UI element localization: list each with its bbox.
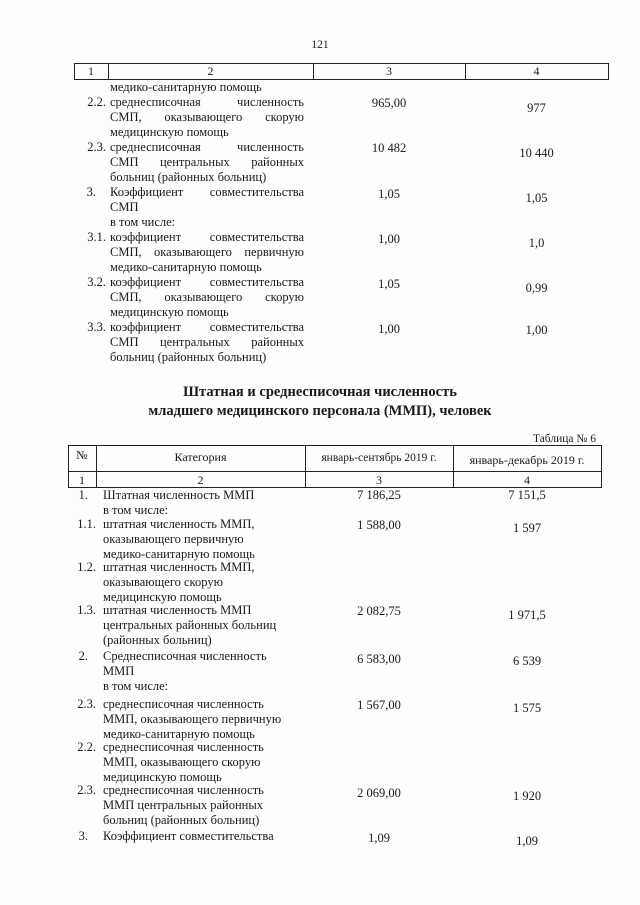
row-value-col3: 10 482: [371, 141, 407, 155]
row-value-col3: 1,05: [378, 277, 400, 291]
row-number: 2.3.: [87, 140, 106, 154]
row-number: 1.1.: [77, 517, 96, 531]
row-value-col3: 1,00: [378, 322, 400, 336]
row-value-col4: 1,0: [528, 236, 545, 250]
row-description: среднесписочная численность ММП, оказывающего скорую медицинскую помощь: [103, 740, 264, 784]
row-number: 3.1.: [87, 230, 106, 244]
row-value-col3: 2 069,00: [357, 786, 401, 800]
row-description: штатная численность ММП, оказывающего скорую медицинскую помощь: [103, 560, 255, 604]
row-description: среднесписочная численность СМП, оказывающего скорую медицинскую помощь: [110, 95, 304, 139]
row-description: коэффициент совместительства СМП центральных районных больниц (районных больниц): [110, 320, 304, 364]
row-value-col4: 10 440: [519, 146, 554, 160]
index-col-1: 1: [79, 473, 85, 487]
bottom-table-border-right: [601, 445, 602, 487]
row-description: коэффициент совместительства СМП, оказывающего скорую медицинскую помощь: [110, 275, 304, 319]
bottom-table-border-header: [68, 471, 602, 472]
index-col-3: 3: [376, 473, 382, 487]
row-description: штатная численность ММП, оказывающего первичную медико-санитарную помощь: [103, 517, 255, 561]
row-number: 1.3.: [77, 603, 96, 617]
row-number: 2.2.: [87, 95, 106, 109]
row-description: медико-санитарную помощь: [110, 80, 262, 94]
row-value-col4: 7 151,5: [508, 488, 546, 502]
header-category: Категория: [174, 450, 227, 464]
row-value-col3: 965,00: [371, 96, 407, 110]
row-value-col4: 977: [527, 101, 546, 115]
row-number: 2.2.: [77, 740, 96, 754]
row-value-col4: 1,00: [525, 323, 548, 337]
row-number: 2.3.: [77, 783, 96, 797]
page-number: 121: [311, 39, 329, 51]
row-value-col3: 1,05: [378, 187, 400, 201]
row-description: среднесписочная численность СМП центральных районных больниц (районных больниц): [110, 140, 304, 184]
row-number: 3.: [86, 185, 96, 199]
row-description: коэффициент совместительства СМП, оказывающего первичную медико-санитарную помощь: [110, 230, 304, 274]
row-value-col4: 1,05: [525, 191, 548, 205]
row-description: Штатная численность ММП в том числе:: [103, 488, 255, 517]
row-number: 1.2.: [77, 560, 96, 574]
row-value-col4: 6 539: [512, 654, 542, 668]
top-header-col-2: 2: [207, 64, 214, 78]
row-value-col4: 1 575: [512, 701, 542, 715]
row-value-col3: 6 583,00: [357, 652, 401, 666]
section-title-line-2: младшего медицинского персонала (ММП), человек: [148, 403, 492, 419]
row-description: Среднесписочная численность ММП в том числе:: [103, 649, 267, 693]
row-number: 1.: [78, 488, 88, 502]
row-description: среднесписочная численность ММП центральных районных больниц (районных больниц): [103, 783, 264, 827]
row-description: штатная численность ММП центральных районных больниц (районных больниц): [103, 603, 277, 647]
header-jan-sep-2019: январь-сентябрь 2019 г.: [321, 452, 437, 464]
row-number: 3.2.: [87, 275, 106, 289]
row-value-col4: 1 920: [512, 789, 542, 803]
index-col-2: 2: [197, 473, 204, 487]
row-description: среднесписочная численность ММП, оказывающего первичную медико-санитарную помощь: [103, 697, 282, 741]
header-jan-dec-2019: январь-декабрь 2019 г.: [469, 453, 585, 467]
top-table-border-right: [608, 63, 609, 79]
top-header-col-3: 3: [386, 64, 392, 78]
section-title-line-1: Штатная и среднесписочная численность: [183, 384, 457, 400]
row-value-col4: 1 971,5: [508, 608, 546, 622]
top-header-col-4: 4: [533, 64, 540, 78]
row-number: 3.: [78, 829, 88, 843]
table-label: Таблица № 6: [532, 433, 596, 445]
row-value-col3: 1 588,00: [357, 518, 401, 532]
row-value-col3: 7 186,25: [357, 488, 401, 502]
row-number: 2.3.: [77, 697, 96, 711]
row-value-col3: 1,09: [368, 831, 390, 845]
top-header-col-1: 1: [88, 64, 94, 78]
header-number: №: [76, 448, 88, 462]
row-value-col4: 1,09: [516, 834, 538, 848]
bottom-table-border-top: [68, 445, 602, 446]
row-value-col3: 1,00: [378, 232, 400, 246]
row-number: 2.: [78, 649, 88, 663]
row-description: Коэффициент совместительства СМП: [110, 185, 304, 214]
row-value-col3: 2 082,75: [357, 604, 401, 618]
row-value-col4: 1 597: [512, 521, 542, 535]
row-value-col4: 0,99: [525, 281, 548, 295]
row-description: в том числе:: [110, 215, 176, 229]
index-col-4: 4: [524, 473, 530, 487]
row-description: Коэффициент совместительства: [103, 829, 274, 843]
row-value-col3: 1 567,00: [357, 698, 401, 712]
row-number: 3.3.: [87, 320, 106, 334]
